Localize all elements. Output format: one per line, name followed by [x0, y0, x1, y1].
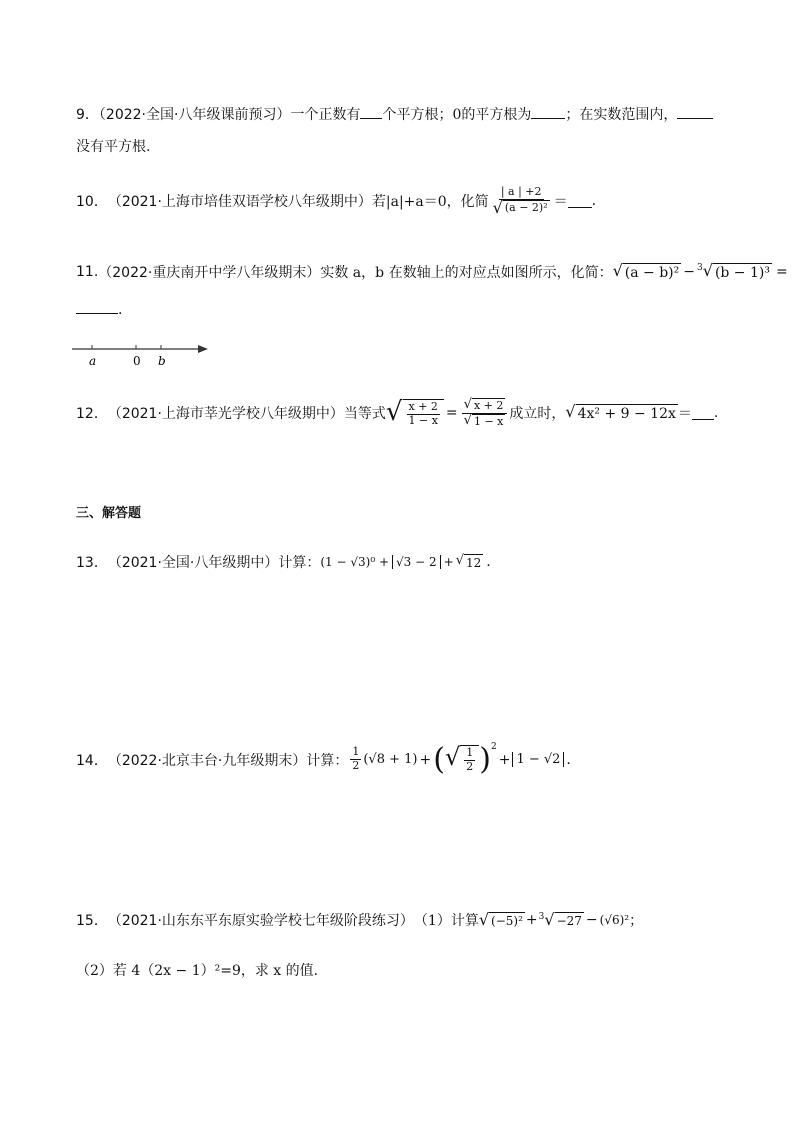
answer-blank[interactable] — [677, 105, 713, 119]
radical-sign: √ — [492, 197, 503, 217]
radicand: (b − 1)³ — [714, 265, 770, 281]
radicand: 12 — [465, 556, 482, 570]
question-number: 14． — [76, 752, 108, 769]
plus-sign: + — [525, 912, 538, 928]
parenthesized-sqrt — [433, 742, 496, 777]
equals-sign: ＝ — [677, 406, 692, 423]
question-15-part2: （2）若 4（2x − 1）²=9，求 x 的值. — [76, 963, 319, 979]
root-index: 3 — [538, 912, 545, 922]
answer-blank[interactable] — [76, 300, 118, 314]
axis-label-0: 0 — [133, 354, 141, 368]
question-14 — [76, 742, 571, 777]
plus-sign: + — [443, 555, 454, 569]
cube-root-expression — [539, 912, 584, 928]
radical-sign: √ — [565, 402, 576, 422]
fraction-numerator: | a | +2 — [500, 185, 542, 198]
abs-content: √3 − 2 — [396, 555, 437, 569]
question-source: （2021·上海市莘光学校八年级期中） — [107, 406, 344, 423]
sqrt-expression — [456, 554, 484, 570]
sqrt-expression — [492, 197, 550, 217]
question-15 — [76, 910, 643, 930]
radical-sign: √ — [463, 397, 472, 412]
right-paren: ) — [479, 742, 491, 777]
answer-blank[interactable] — [568, 194, 592, 208]
sqrt-fraction — [386, 399, 444, 427]
minus-sign: − — [683, 264, 695, 280]
answer-blank[interactable] — [692, 406, 714, 420]
radical-sign: √ — [478, 910, 490, 929]
question-13 — [76, 552, 491, 572]
question-text: 成立时， — [509, 406, 566, 423]
axis-label-b: b — [158, 354, 166, 368]
period: . — [118, 302, 123, 318]
plus-sign: + — [419, 751, 432, 768]
minus-sign: − — [585, 912, 598, 928]
question-11-line2 — [76, 300, 122, 318]
question-text: 个平方根；0的平方根为 — [382, 107, 532, 123]
question-number: 12． — [76, 406, 108, 423]
absolute-value — [392, 555, 441, 569]
question-9 — [76, 104, 713, 124]
question-11 — [76, 262, 788, 282]
radical-sign: √ — [444, 743, 461, 772]
question-number: 9． — [76, 107, 99, 123]
radicand: −27 — [556, 914, 582, 928]
plus-sign: + — [498, 751, 511, 768]
math-term: (√6)² — [599, 913, 630, 927]
exponent: 2 — [490, 742, 497, 752]
radical-sign: √ — [385, 397, 403, 427]
sqrt-expression — [613, 263, 682, 281]
fraction-numerator: x + 2 — [408, 400, 438, 413]
radical-sign: √ — [702, 261, 713, 280]
question-text: 计算： — [278, 555, 321, 571]
period: . — [713, 405, 719, 422]
period: . — [591, 192, 597, 209]
question-source: （2022·北京丰台·九年级期末） — [107, 752, 307, 769]
question-number: 10． — [76, 193, 108, 210]
fraction-denominator: 1 − x — [408, 413, 438, 427]
question-text: 一个正数有 — [290, 107, 361, 123]
fraction — [491, 186, 552, 216]
fraction — [407, 401, 440, 427]
left-paren: ( — [433, 742, 445, 777]
answer-blank[interactable] — [360, 105, 382, 119]
math-term: (√8 + 1) — [363, 752, 418, 767]
number-line-arrow — [198, 345, 208, 353]
radicand: 1 − x — [473, 414, 504, 428]
question-text: 当等式 — [343, 406, 386, 423]
sqrt-fraction — [445, 745, 479, 773]
question-source: （2021·上海市培佳双语学校八年级期中） — [107, 193, 372, 210]
radicand — [403, 399, 444, 427]
section-heading: 三、解答题 — [76, 506, 142, 521]
abs-content: 1 − √2 — [516, 752, 561, 767]
period: . — [486, 554, 491, 570]
question-number: 11. — [76, 264, 99, 280]
question-text: 若|a|+a＝0，化简 — [371, 193, 489, 210]
question-source: （2022·全国·八年级课前预习） — [98, 107, 291, 123]
fraction-denominator — [462, 414, 508, 429]
question-source: （2022·重庆南开中学八年级期末） — [98, 265, 321, 281]
question-12 — [76, 398, 718, 428]
sqrt-expression — [565, 404, 678, 422]
sqrt-expression — [479, 912, 525, 928]
root-index: 3 — [697, 263, 703, 273]
question-text: 实数 a，b 在数轴上的对应点如图所示，化简： — [320, 265, 613, 281]
fraction-denominator: 2 — [352, 759, 360, 772]
fraction — [462, 398, 508, 428]
fraction — [464, 747, 475, 773]
fraction-denominator — [491, 197, 552, 217]
radical-sign: √ — [463, 412, 472, 428]
question-9-line2: 没有平方根. — [76, 139, 151, 155]
period: . — [566, 751, 571, 768]
semicolon: ； — [629, 913, 644, 929]
equals-sign: = — [775, 264, 788, 280]
fraction-numerator: 1 — [466, 746, 474, 760]
equals-sign: ＝ — [553, 193, 568, 210]
radicand: (−5)² — [491, 914, 523, 928]
radical-sign: √ — [544, 910, 555, 929]
absolute-value — [512, 752, 564, 767]
radical-sign: √ — [455, 553, 464, 568]
sqrt-expression — [464, 398, 506, 413]
question-number: 15． — [76, 913, 108, 929]
fraction-numerator: 1 — [352, 745, 360, 759]
question-text: 计算： — [306, 752, 349, 769]
number-line-figure — [70, 340, 210, 370]
answer-blank[interactable] — [531, 105, 565, 119]
equals-sign: = — [445, 405, 458, 422]
radicand: x + 2 — [473, 399, 504, 412]
radicand: (a − b)² — [624, 265, 680, 281]
question-text: ；在实数范围内， — [565, 107, 678, 123]
cube-root-expression — [697, 263, 772, 281]
radicand: (a − 2)² — [504, 200, 548, 214]
question-10 — [76, 186, 596, 216]
question-source: （2021·山东东平东原实验学校七年级阶段练习） — [107, 913, 414, 929]
fraction-denominator: 2 — [466, 760, 474, 773]
question-source: （2021·全国·八年级期中） — [107, 555, 279, 571]
sqrt-expression — [464, 414, 506, 429]
radical-sign: √ — [612, 261, 623, 280]
radicand — [460, 745, 479, 773]
fraction — [350, 746, 361, 772]
fraction-numerator — [462, 398, 508, 414]
axis-label-a: a — [89, 354, 97, 368]
question-number: 13． — [76, 555, 108, 571]
radicand: 4x² + 9 − 12x — [577, 406, 676, 423]
math-term: (1 − √3)⁰ + — [320, 555, 390, 569]
question-text: （1）计算 — [413, 913, 479, 929]
